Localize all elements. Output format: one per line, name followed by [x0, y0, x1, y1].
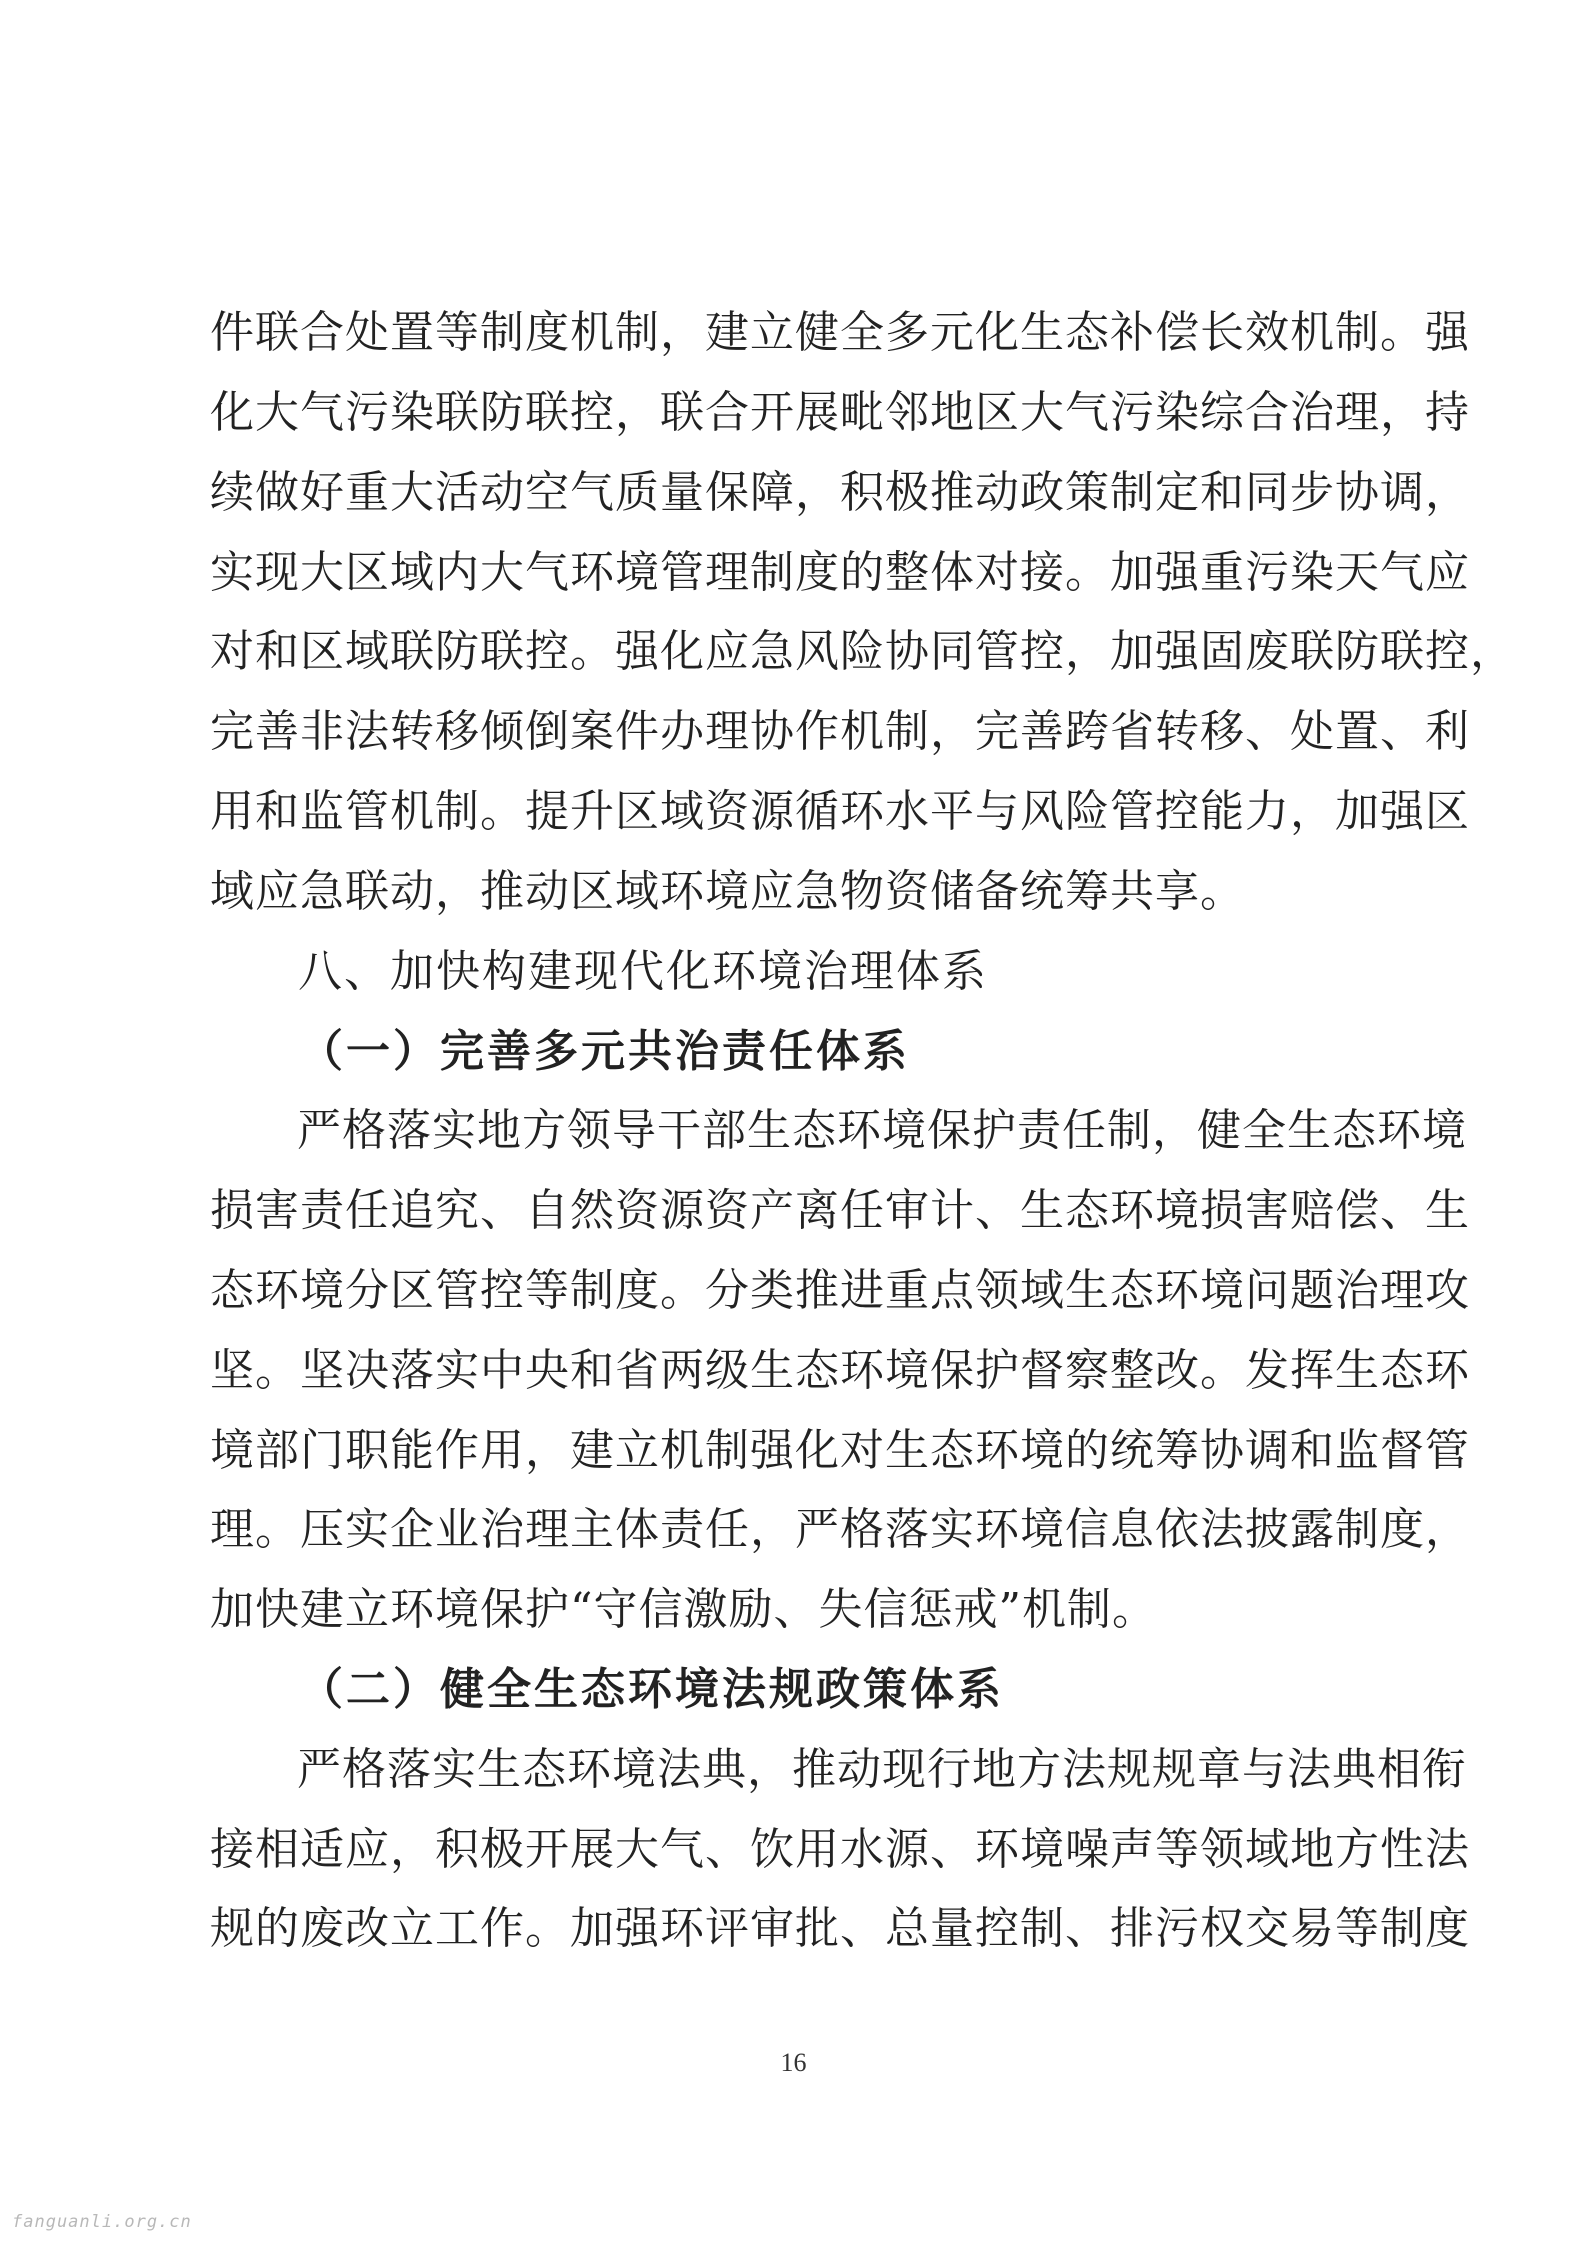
paragraph-line: 严格落实地方领导干部生态环境保护责任制，健全生态环境 — [297, 1105, 1467, 1156]
watermark: fanguanli.org.cn — [12, 2212, 192, 2232]
paragraph-line: 损害责任追究、自然资源资产离任审计、生态环境损害赔偿、生 — [210, 1185, 1470, 1236]
subsection-heading: （一）完善多元共治责任体系 — [299, 1026, 910, 1077]
paragraph-line: 续做好重大活动空气质量保障，积极推动政策制定和同步协调， — [210, 467, 1470, 518]
paragraph-line: 坚。坚决落实中央和省两级生态环境保护督察整改。发挥生态环 — [210, 1345, 1470, 1396]
page-number: 16 — [780, 2048, 807, 2077]
subsection-heading: （二）健全生态环境法规政策体系 — [299, 1664, 1004, 1715]
paragraph-line: 化大气污染联防联控，联合开展毗邻地区大气污染综合治理，持 — [210, 387, 1470, 438]
paragraph-line: 规的废改立工作。加强环评审批、总量控制、排污权交易等制度 — [210, 1903, 1470, 1954]
paragraph-line: 域应急联动，推动区域环境应急物资储备统筹共享。 — [210, 866, 1245, 917]
paragraph-line: 完善非法转移倾倒案件办理协作机制，完善跨省转移、处置、利 — [210, 706, 1470, 757]
paragraph-line: 件联合处置等制度机制，建立健全多元化生态补偿长效机制。强 — [210, 307, 1470, 358]
paragraph-line: 严格落实生态环境法典，推动现行地方法规规章与法典相衔 — [297, 1744, 1467, 1795]
paragraph-line: 实现大区域内大气环境管理制度的整体对接。加强重污染天气应 — [210, 547, 1470, 598]
paragraph-line: 加快建立环境保护“守信激励、失信惩戒”机制。 — [210, 1584, 1157, 1635]
paragraph-line: 理。压实企业治理主体责任，严格落实环境信息依法披露制度， — [210, 1504, 1470, 1555]
paragraph-line: 境部门职能作用，建立机制强化对生态环境的统筹协调和监督管 — [210, 1425, 1470, 1476]
paragraph-line: 对和区域联防联控。强化应急风险协同管控，加强固废联防联控， — [210, 626, 1515, 677]
paragraph-line: 接相适应，积极开展大气、饮用水源、环境噪声等领域地方性法 — [210, 1824, 1470, 1875]
section-heading: 八、加快构建现代化环境治理体系 — [298, 946, 988, 997]
paragraph-line: 态环境分区管控等制度。分类推进重点领域生态环境问题治理攻 — [210, 1265, 1470, 1316]
paragraph-line: 用和监管机制。提升区域资源循环水平与风险管控能力，加强区 — [210, 786, 1470, 837]
